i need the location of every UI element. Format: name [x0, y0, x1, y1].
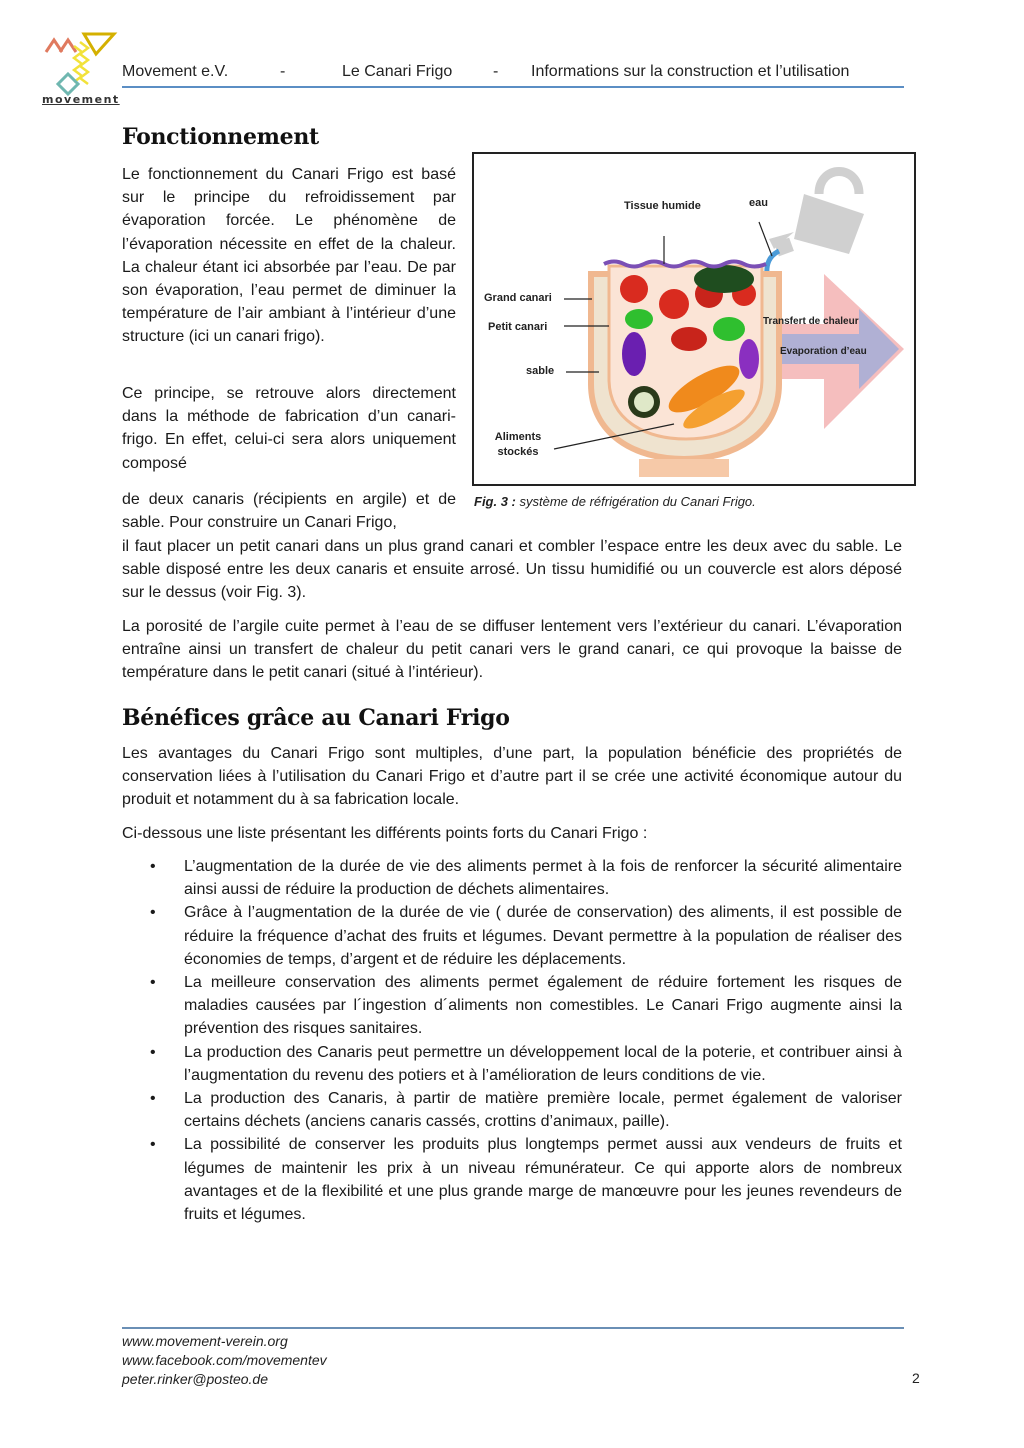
list-item	[122, 901, 902, 971]
header-separator: -	[280, 63, 286, 80]
label-aliments-stockes: Aliments stockés	[494, 431, 542, 458]
paragraph: de deux canaris (récipients en argile) et de sable. Pour construire un Canari Frigo,	[122, 491, 456, 532]
label-transfert-chaleur: Transfert de chaleur	[763, 316, 859, 327]
footer-email-link[interactable]: peter.rinker@posteo.de	[122, 1371, 268, 1387]
caption-text: système de réfrigération du Canari Frigo.	[515, 494, 756, 509]
list-item	[122, 971, 902, 1041]
section-heading-fonctionnement: Fonctionnement	[122, 124, 319, 150]
list-item-text: L’augmentation de la durée de vie des aliments permet à la fois de renforcer la sécurité alimentaire ainsi aussi de réduire la production de déchets alimentaires.	[184, 858, 902, 899]
paragraph: Le fonctionnement du Canari Frigo est basé sur le principe du refroidissement par évaporation forcée. Le phénomène de l’évaporation nécessite en effet de la chaleur. La chaleur étant ici absorbée par l’eau. De par son évaporation, l’eau permet de diminuer la température de l’air ambiant à l’intérieur d’une structure (ici un canari frigo).	[122, 166, 456, 346]
label-tissue-humide: Tissue humide	[624, 200, 701, 212]
list-item-text: La meilleure conservation des aliments permet également de réduire fortement les risques de maladies causées par l´ingestion d´aliments non comestibles. Le Canari Frigo augmente ainsi la prévention des risques sanitaires.	[184, 974, 902, 1038]
label-petit-canari: Petit canari	[488, 321, 548, 333]
pot-base	[639, 459, 729, 477]
list-item	[122, 1041, 902, 1087]
bullet-icon: •	[150, 1090, 156, 1108]
list-item	[122, 1087, 902, 1133]
footer-website-link[interactable]: www.movement-verein.org	[122, 1333, 288, 1349]
header-organization: Movement e.V.	[122, 63, 229, 80]
list-item	[122, 1133, 902, 1226]
bullet-icon: •	[150, 1043, 156, 1061]
paragraph: Ci-dessous une liste présentant les différents points forts du Canari Frigo :	[122, 825, 648, 842]
figure-canari-diagram	[472, 152, 916, 486]
list-item-text: La production des Canaris peut permettre un développement local de la poterie, et contribuer ainsi à l’augmentation du revenu des potiers et à l’amélioration de leurs conditions de vie.	[184, 1043, 902, 1084]
page-footer	[122, 1332, 327, 1389]
list-item	[122, 855, 902, 901]
bullet-icon: •	[150, 858, 156, 875]
list-item-text: La production des Canaris, à partir de matière première locale, permet également de valoriser certains déchets (anciens canaris cassés, crottins d’animaux, paille).	[184, 1090, 902, 1131]
bullet-icon: •	[150, 1136, 156, 1154]
header-title: Le Canari Frigo	[342, 63, 453, 80]
list-item-text: La possibilité de conserver les produits plus longtemps permet aussi aux vendeurs de fruits et légumes de maintenir les prix à un niveau rémunérateur. Ce qui apporte alors de nombreux avantages et de la flexibilité et une plus grande marge de manœuvre pour les jeunes revendeurs de fruits et légumes.	[184, 1136, 902, 1224]
page-header	[122, 62, 904, 88]
watering-can-icon	[769, 172, 864, 257]
header-separator: -	[493, 63, 499, 80]
label-eau: eau	[749, 197, 768, 209]
list-item-text: Grâce à l’augmentation de la durée de vie ( durée de conservation) des aliments, il est possible de réduire la fréquence d’achat des fruits et légumes. Devant permettre à la population de réaliser des économies de temps, d’argent et de réduire les déplacements.	[184, 904, 902, 968]
label-sable: sable	[526, 365, 555, 377]
label-grand-canari: Grand canari	[484, 292, 552, 304]
caption-label: Fig. 3 :	[474, 494, 516, 509]
page-number: 2	[912, 1370, 920, 1386]
paragraph: Les avantages du Canari Frigo sont multiples, d’une part, la population bénéficie des propriétés de conservation liées à l’utilisation du Canari Frigo et d’autre part il se crée une activité économique autour du produit et notamment du à sa fabrication locale.	[122, 745, 902, 809]
paragraph: Ce principe, se retrouve alors directement dans la méthode de fabrication d’un canari-frigo. En effet, celui-ci sera alors uniquement composé	[122, 385, 456, 472]
bullet-icon: •	[150, 904, 156, 922]
section-heading-benefices: Bénéfices grâce au Canari Frigo	[122, 705, 510, 731]
bullet-icon: •	[150, 974, 156, 992]
footer-divider	[122, 1327, 904, 1329]
paragraph: La porosité de l’argile cuite permet à l’eau de se diffuser lentement vers l’extérieur du canari. L’évaporation entraîne ainsi un transfert de chaleur du petit canari vers le grand canari, ce qui provoque la baisse de température dans le petit canari (situé à l’intérieur).	[122, 618, 902, 682]
logo-wordmark: movement	[42, 93, 120, 106]
figure-caption	[474, 494, 756, 509]
footer-facebook-link[interactable]: www.facebook.com/movementev	[122, 1352, 327, 1368]
benefits-list	[122, 855, 902, 1226]
label-evaporation-eau: Evaporation d’eau	[780, 346, 867, 357]
header-subtitle: Informations sur la construction et l’utilisation	[531, 63, 850, 80]
paragraph: il faut placer un petit canari dans un plus grand canari et combler l’espace entre les deux avec du sable. Le sable disposé entre les deux canaris et ensuite arrosé. Un tissu humidifié ou un couvercle est alors déposé sur le dessus (voir Fig. 3).	[122, 538, 902, 602]
